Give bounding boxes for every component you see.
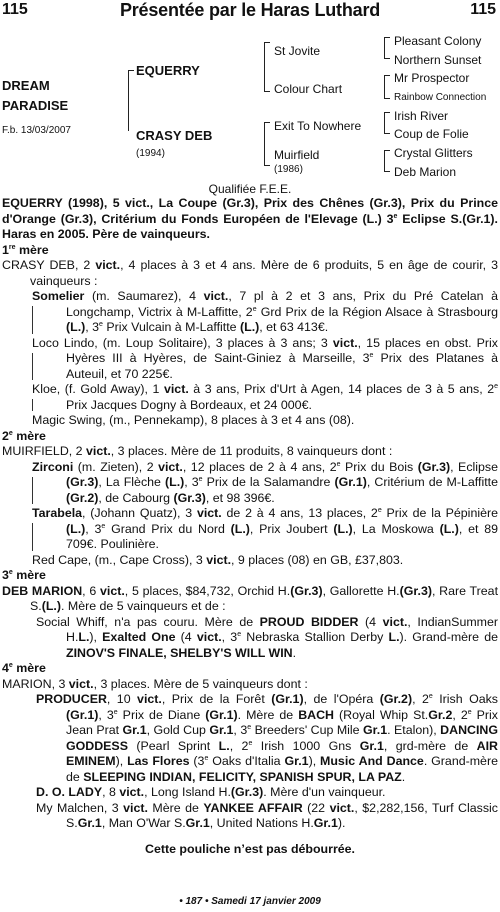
horse-name-line2: PARADISE: [2, 98, 69, 113]
g3-ancestor: Irish River: [394, 109, 449, 123]
first-dam-paragraph: CRASY DEB, 2 vict., 4 places à 3 et 4 ans. Mère de 6 produits, 5 en âge de courir, 3 vainqueurs :: [2, 258, 498, 288]
dam-parents-bracket: [264, 122, 270, 166]
horse-name-line1: DREAM: [2, 78, 50, 93]
sire-dam: Colour Chart: [274, 82, 343, 96]
produce-entry: PRODUCER, 10 vict., Prix de la Forêt (Gr.1), de l'Opéra (Gr.2), 2e Irish Oaks (Gr.1), 3e Prix de Diane (Gr.1). Mère de BACH (Royal Whip St.Gr.2, 2e Prix Jean Prat Gr.1, Gold Cup Gr.1, 3e Breeders' Cup Mile Gr.1. Etalon), DANCING GODDESS (Pearl Sprint L., 2e Irish 1000 Gns Gr.1, grd-mère de AIR EMINEM), Las Flores (3e Oaks d'Italia Gr.1), Music And Dance. Grand-mère de SLEEPING INDIAN, FELICITY, SPANISH SPUR, LA PAZ.: [36, 692, 499, 784]
produce-entry: Red Cape, (m., Cape Cross), 3 vict., 9 places (08) en GB, £37,803.: [32, 552, 404, 567]
g3-bracket-2: [384, 75, 390, 99]
dam-name: CRASY DEB: [136, 128, 213, 143]
produce-entry: Loco Lindo, (m. Loup Solitaire), 3 places à 3 ans; 3 vict., 15 places en obst. Prix Hyères III à Hyères, de Saint-Giniez à Marseille, 3e Prix des Platanes à Auteuil, et 70 225€.: [2, 336, 498, 383]
g3-bracket-3: [384, 112, 390, 134]
fourth-dam-heading: 4e mère: [2, 661, 46, 675]
g3-ancestor: Crystal Glitters: [394, 146, 473, 160]
produce-entry: My Malchen, 3 vict. Mère de YANKEE AFFAIR (22 vict., $2,282,156, Turf Classic S.Gr.1, Man O'War S.Gr.1, United Nations H.Gr.1).: [36, 800, 498, 830]
pedigree-table: [0, 30, 500, 182]
g3-bracket-4: [384, 150, 390, 172]
sire-sire: St Jovite: [274, 44, 321, 58]
sire-paragraph: EQUERRY (1998), 5 vict., La Coupe (Gr.3), Prix des Chênes (Gr.3), Prix du Prince d'Orange (Gr.3), Critérium du Fonds Européen de l'Elevage (L.) 3e Eclipse S.(Gr.1). Haras en 2005. Père de vainqueurs.: [2, 196, 498, 241]
dam-dam: Muirfield: [274, 148, 320, 162]
produce-entry: Somelier (m. Saumarez), 4 vict., 7 pl à 2 et 3 ans, Prix du Pré Catelan à Longchamp, Victrix à M-Laffitte, 2e Grd Prix de la Région Alsace à Strasbourg (L.), 3e Prix Vulcain à M-Laffitte (L.), et 63 413€.: [2, 289, 498, 336]
g3-ancestor: Coup de Folie: [394, 127, 469, 141]
g3-ancestor: Pleasant Colony: [394, 34, 482, 48]
third-dam-paragraph: DEB MARION, 6 vict., 5 places, $84,732, Orchid H.(Gr.3), Gallorette H.(Gr.3), Rare Treat S.(L.). Mère de 5 vainqueurs et de :: [2, 583, 499, 613]
dam-sire: Exit To Nowhere: [274, 119, 362, 133]
page-footer: • 187 • Samedi 17 janvier 2009: [179, 896, 321, 907]
g3-ancestor: Mr Prospector: [394, 71, 470, 85]
fourth-dam-paragraph: MARION, 3 vict., 3 places. Mère de 5 vainqueurs dont :: [2, 676, 308, 691]
lot-number-left: 115: [2, 1, 28, 18]
closing-note: Cette pouliche n’est pas débourrée.: [145, 841, 355, 856]
produce-entry: Kloe, (f. Gold Away), 1 vict. à 3 ans, Prix d'Urt à Agen, 14 places de 3 à 5 ans, 2e Prix Jacques Dogny à Bordeaux, et 24 000€.: [2, 382, 498, 413]
first-dam-heading: 1re mère: [2, 242, 49, 257]
produce-entry: Tarabela, (Johann Quatz), 3 vict. de 2 à 4 ans, 13 places, 2e Prix de la Pépinière (L.), 3e Grand Prix du Nord (L.), Prix Joubert (L.), La Moskowa (L.), et 89 709€. Poulinière.: [2, 506, 498, 553]
horse-birth: F.b. 13/03/2007: [2, 125, 71, 136]
dam-dam-year: (1986): [274, 164, 303, 175]
lot-number-right: 115: [470, 1, 496, 18]
produce-entry: Social Whiff, n'a pas couru. Mère de PROUD BIDDER (4 vict., IndianSummer H.L.), Exalted One (4 vict., 3e Nebraska Stallion Derby L.). Grand-mère de ZINOV'S FINALE, SHELBY'S WILL WIN.: [36, 614, 498, 660]
page-title: Présentée par le Haras Luthard: [119, 0, 381, 20]
sire-name: EQUERRY: [136, 63, 200, 78]
produce-entry: Magic Swing, (m., Pennekamp), 8 places à 3 et 4 ans (08).: [32, 413, 355, 427]
g3-bracket-1: [384, 37, 390, 59]
g3-ancestor: Northern Sunset: [394, 53, 482, 67]
sire-parents-bracket: [264, 42, 270, 92]
second-dam-paragraph: MUIRFIELD, 2 vict., 3 places. Mère de 11 produits, 8 vainqueurs dont :: [2, 444, 393, 458]
third-dam-heading: 3e mère: [2, 568, 46, 582]
produce-entry: D. O. LADY, 8 vict., Long Island H.(Gr.3). Mère d'un vainqueur.: [36, 785, 386, 799]
produce-entry: Zirconi (m. Zieten), 2 vict., 12 places de 2 à 4 ans, 2e Prix du Bois (Gr.3), Eclipse (Gr.3), La Flèche (L.), 3e Prix de la Salamandre (Gr.1), Critérium de M-Laffitte (Gr.2), de Cabourg (Gr.3), et 98 396€.: [2, 460, 498, 507]
g3-ancestor: Deb Marion: [394, 165, 457, 179]
dam-year: (1994): [136, 148, 165, 159]
second-dam-heading: 2e mère: [2, 428, 46, 443]
qualification: Qualifiée F.E.E.: [208, 182, 292, 196]
g3-ancestor: Rainbow Connection: [394, 92, 487, 103]
page-header: [0, 0, 500, 24]
sire-dam-bracket: [128, 70, 134, 131]
catalogue-text: [2, 196, 498, 857]
